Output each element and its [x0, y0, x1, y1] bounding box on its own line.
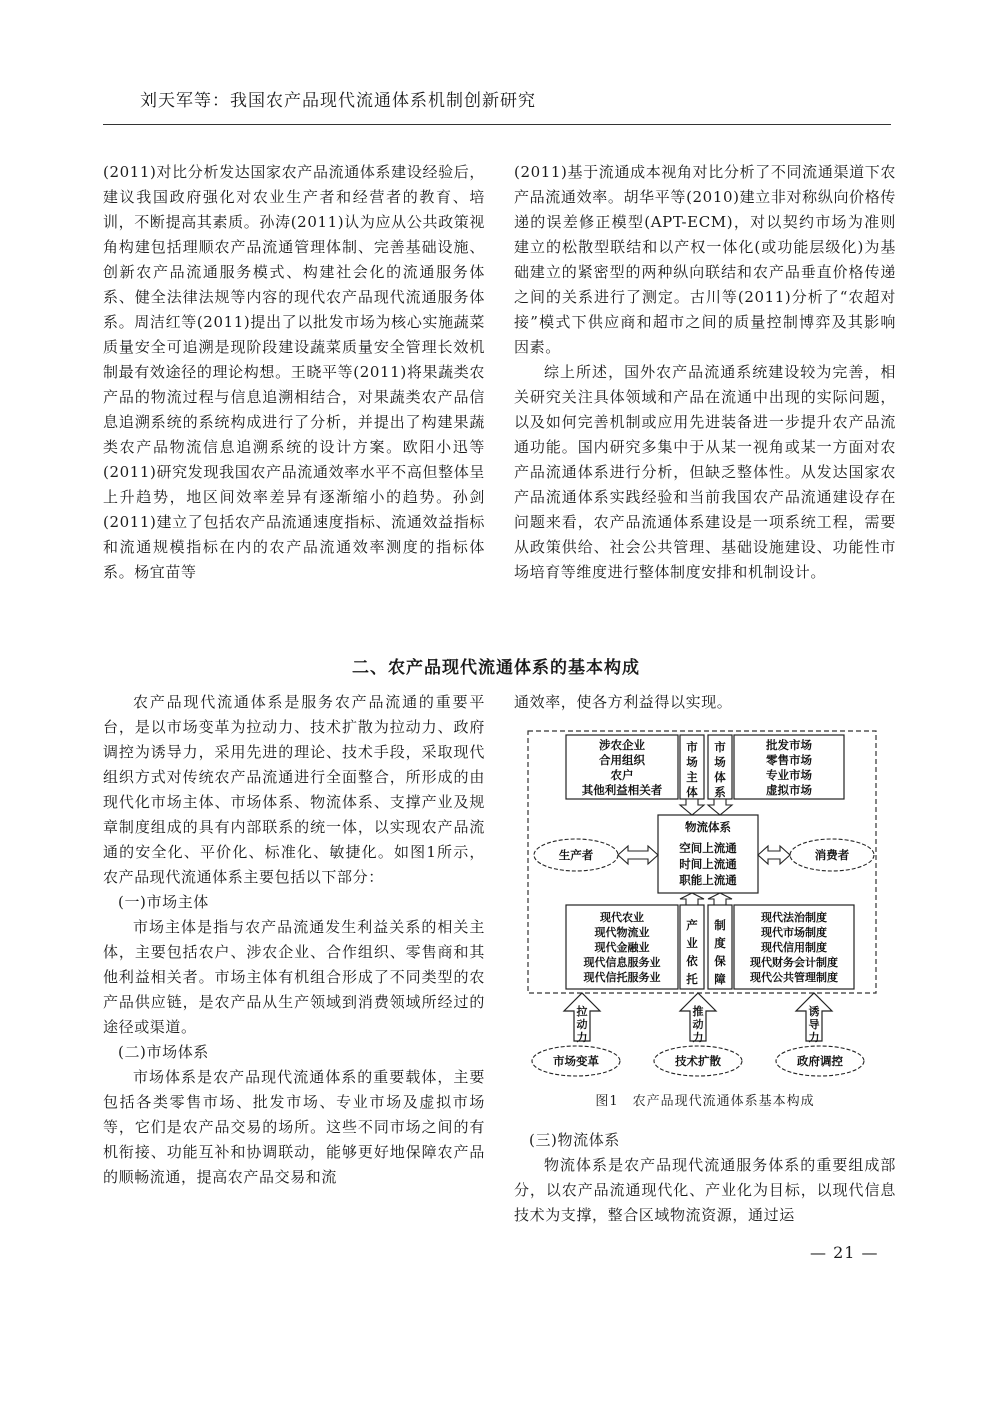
- force-label-induce: [809, 1004, 820, 1044]
- bottom-left-item: 现代信息服务业: [583, 956, 661, 969]
- force-label-push: [693, 1004, 704, 1044]
- logistics-item: 职能上流通: [679, 873, 737, 887]
- right-column-bottom: [514, 1128, 896, 1228]
- vertical-glyph: 动: [576, 1018, 588, 1031]
- vertical-glyph: 推: [692, 1005, 704, 1018]
- logistics-title: 物流体系: [685, 820, 731, 834]
- right-column-top: [514, 160, 896, 585]
- top-left-item: 其他利益相关者: [581, 783, 663, 797]
- running-head: 刘天军等：我国农产品现代流通体系机制创新研究: [140, 91, 536, 111]
- top-left-item: 合用组织: [599, 753, 645, 767]
- market-subject-label: [686, 740, 698, 799]
- subsection-heading: (二)市场体系: [118, 1043, 209, 1061]
- top-left-item: 农户: [610, 768, 634, 782]
- bottom-right-item: 现代法治制度: [761, 911, 827, 924]
- top-right-item: 专业市场: [766, 768, 812, 782]
- paragraph: 综上所述，国外农产品流通系统建设较为完善，相关研究关注具体领域和产品在流通中出现的实际问题，以及如何完善机制或应用先进装备进一步提升农产品流通功能。国内研究多集中于从某一视角或某一方面对农产品流通体系进行分析，但缺乏整体性。从发达国家农产品流通体系实践经验和当前我国农产品流通建设存在问题来看，农产品流通体系建设是一项系统工程，需要从政策供给、社会公共管理、基础设施建设、功能性市场培育等维度进行整体制度安排和机制设计。: [514, 363, 896, 581]
- vertical-glyph: 诱: [808, 1005, 820, 1018]
- bottom-left-item: 现代金融业: [594, 941, 650, 954]
- vertical-glyph: 市: [714, 740, 726, 754]
- vertical-glyph: 制: [714, 918, 726, 932]
- subsection-heading: (三)物流体系: [529, 1131, 620, 1149]
- bottom-left-item: 现代农业: [600, 911, 644, 924]
- paragraph: 市场主体是指与农产品流通发生利益关系的相关主体，主要包括农户、涉农企业、合作组织、零售商和其他利益相关者。市场主体有机组合形成了不同类型的农产品供应链，是农产品从生产领域到消费领域所经过的途径或渠道。: [103, 918, 485, 1036]
- paragraph: 通效率，使各方利益得以实现。: [514, 693, 733, 711]
- arrow-top-to-center: [680, 799, 732, 815]
- right-column-continuation: [514, 690, 896, 715]
- force-label-pull: [577, 1004, 588, 1044]
- figure-caption: 图1 农产品现代流通体系基本构成: [595, 1094, 815, 1109]
- bottom-right-item: 现代信用制度: [761, 941, 827, 954]
- section-heading: 二、农产品现代流通体系的基本构成: [352, 658, 640, 678]
- bottom-left-item: 现代物流业: [594, 926, 650, 939]
- vertical-glyph: 场: [714, 755, 726, 769]
- driver-tech-label: 技术扩散: [675, 1054, 721, 1068]
- top-left-item: 涉农企业: [599, 738, 645, 752]
- top-right-item: 批发市场: [766, 738, 812, 752]
- producer-label: 生产者: [558, 848, 594, 862]
- page-number: — 21 —: [810, 1243, 879, 1262]
- top-right-item: 虚拟市场: [766, 783, 812, 797]
- paragraph: 市场体系是农产品现代流通体系的重要载体，主要包括各类零售市场、批发市场、专业市场及虚拟市场等，它们是农产品交易的场所。这些不同市场之间的有机衔接、功能互补和协调联动，能够更好地保障农产品的顺畅流通，提高农产品交易和流: [103, 1068, 485, 1186]
- consumer-label: 消费者: [814, 848, 850, 862]
- vertical-glyph: 依: [686, 954, 698, 968]
- vertical-glyph: 业: [686, 936, 698, 950]
- bottom-right-item: 现代财务会计制度: [750, 956, 838, 969]
- paragraph: 物流体系是农产品现代流通服务体系的重要组成部分，以农产品流通现代化、产业化为目标，以现代信息技术为支撑，整合区域物流资源，通过运: [514, 1156, 896, 1224]
- header-rule: [103, 124, 891, 125]
- vertical-glyph: 障: [714, 972, 726, 986]
- top-right-item: 零售市场: [766, 753, 812, 767]
- left-column-bottom: [103, 690, 485, 1190]
- driver-gov-label: 政府调控: [797, 1054, 843, 1068]
- paragraph: (2011)基于流通成本视角对比分析了不同流通渠道下农产品流通效率。胡华平等(2010)建立非对称纵向价格传递的误差修正模型(APT-ECM)，对以契约市场为准则建立的松散型联结和以产权一体化(或功能层级化)为基础建立的紧密型的两种纵向联结和农产品垂直价格传递之间的关系进行了测定。古川等(2011)分析了“农超对接”模式下供应商和超市之间的质量控制博弈及其影响因素。: [514, 163, 896, 356]
- bottom-left-item: 现代信托服务业: [583, 971, 661, 984]
- left-column-top: [103, 160, 485, 585]
- vertical-glyph: 力: [808, 1031, 820, 1044]
- bottom-right-item: 现代市场制度: [761, 926, 827, 939]
- vertical-glyph: 保: [714, 954, 726, 968]
- double-arrow-right: [758, 846, 790, 864]
- logistics-item: 时间上流通: [679, 857, 737, 871]
- double-arrow-left: [618, 846, 658, 864]
- paragraph: (2011)对比分析发达国家农产品流通体系建设经验后，建议我国政府强化对农业生产者和经营者的教育、培训，不断提高其素质。孙涛(2011)认为应从公共政策视角构建包括理顺农产品流通管理体制、完善基础设施、创新农产品流通服务模式、构建社会化的流通服务体系、健全法律法规等内容的现代农产品现代流通服务体系。周洁红等(2011)提出了以批发市场为核心实施蔬菜质量安全可追溯是现阶段建设蔬菜质量安全管理长效机制最有效途径的理论构想。王晓平等(2011)将果蔬类农产品的物流过程与信息追溯相结合，对果蔬类农产品信息追溯系统的系统构成进行了分析，并提出了构建果蔬类农产品物流信息追溯系统的设计方案。欧阳小迅等(2011)研究发现我国农产品流通效率水平不高但整体呈上升趋势，地区间效率差异有逐渐缩小的趋势。孙剑(2011)建立了包括农产品流通速度指标、流通效益指标和流通规模指标在内的农产品流通效率测度的指标体系。杨宜苗等: [103, 163, 485, 581]
- vertical-glyph: 导: [808, 1018, 820, 1031]
- logistics-item: 空间上流通: [679, 841, 737, 855]
- vertical-glyph: 拉: [576, 1005, 588, 1018]
- vertical-glyph: 体: [686, 785, 698, 799]
- vertical-glyph: 市: [686, 740, 698, 754]
- vertical-glyph: 场: [686, 755, 698, 769]
- market-system-label: [714, 740, 726, 799]
- subsection-heading: (一)市场主体: [118, 893, 209, 911]
- vertical-glyph: 产: [686, 918, 698, 932]
- system-guarantee-label: [714, 918, 726, 986]
- vertical-glyph: 体: [714, 770, 726, 784]
- vertical-glyph: 动: [692, 1018, 704, 1031]
- vertical-glyph: 托: [686, 972, 698, 986]
- figure-diagram: [514, 725, 896, 1080]
- driver-market-label: 市场变革: [553, 1054, 599, 1068]
- vertical-glyph: 力: [576, 1031, 588, 1044]
- industry-support-label: [685, 918, 698, 986]
- vertical-glyph: 系: [714, 785, 726, 799]
- vertical-glyph: 主: [686, 770, 698, 784]
- paragraph: 农产品现代流通体系是服务农产品流通的重要平台，是以市场变革为拉动力、技术扩散为拉动力、政府调控为诱导力，采用先进的理论、技术手段，采取现代组织方式对传统农产品流通进行全面整合，所形成的由现代化市场主体、市场体系、物流体系、支撑产业及规章制度组成的具有内部联系的统一体，以实现农产品流通的安全化、平价化、标准化、敏捷化。如图1所示，农产品现代流通体系主要包括以下部分：: [103, 693, 485, 886]
- arrow-bottom-to-center: [680, 893, 732, 905]
- vertical-glyph: 度: [714, 936, 726, 950]
- vertical-glyph: 力: [692, 1031, 704, 1044]
- bottom-right-item: 现代公共管理制度: [750, 971, 838, 984]
